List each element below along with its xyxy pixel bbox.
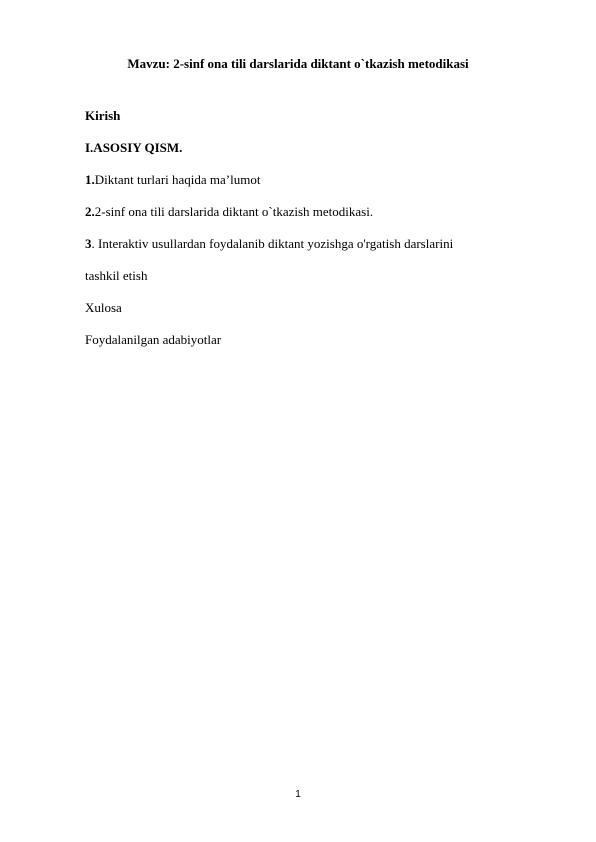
toc-item-3-continuation: tashkil etish	[85, 268, 148, 283]
toc-item-1-text: Diktant turlari haqida ma’lumot	[94, 172, 261, 187]
toc-item-3-text: . Interaktiv usullardan foydalanib diktant yozishga o'rgatish darslarini	[91, 236, 454, 251]
toc-item-1	[85, 172, 260, 188]
toc-conclusion: Xulosa	[85, 300, 122, 315]
toc-item-2-number: 2.	[85, 204, 95, 219]
toc-intro: Kirish	[85, 108, 121, 123]
document-title: Mavzu: 2-sinf ona tili darslarida diktant o`tkazish metodikasi	[127, 56, 469, 71]
toc-references: Foydalanilgan adabiyotlar	[85, 332, 222, 347]
page-number: 1	[295, 789, 301, 800]
toc-item-3-number: 3	[85, 236, 92, 251]
toc-item-2-text: 2-sinf ona tili darslarida diktant o`tkazish metodikasi.	[94, 204, 374, 219]
toc-item-1-number: 1.	[85, 172, 95, 187]
toc-main-part: I.ASOSIY QISM.	[85, 140, 183, 155]
toc-item-2	[85, 204, 373, 220]
toc-item-3	[85, 236, 453, 252]
